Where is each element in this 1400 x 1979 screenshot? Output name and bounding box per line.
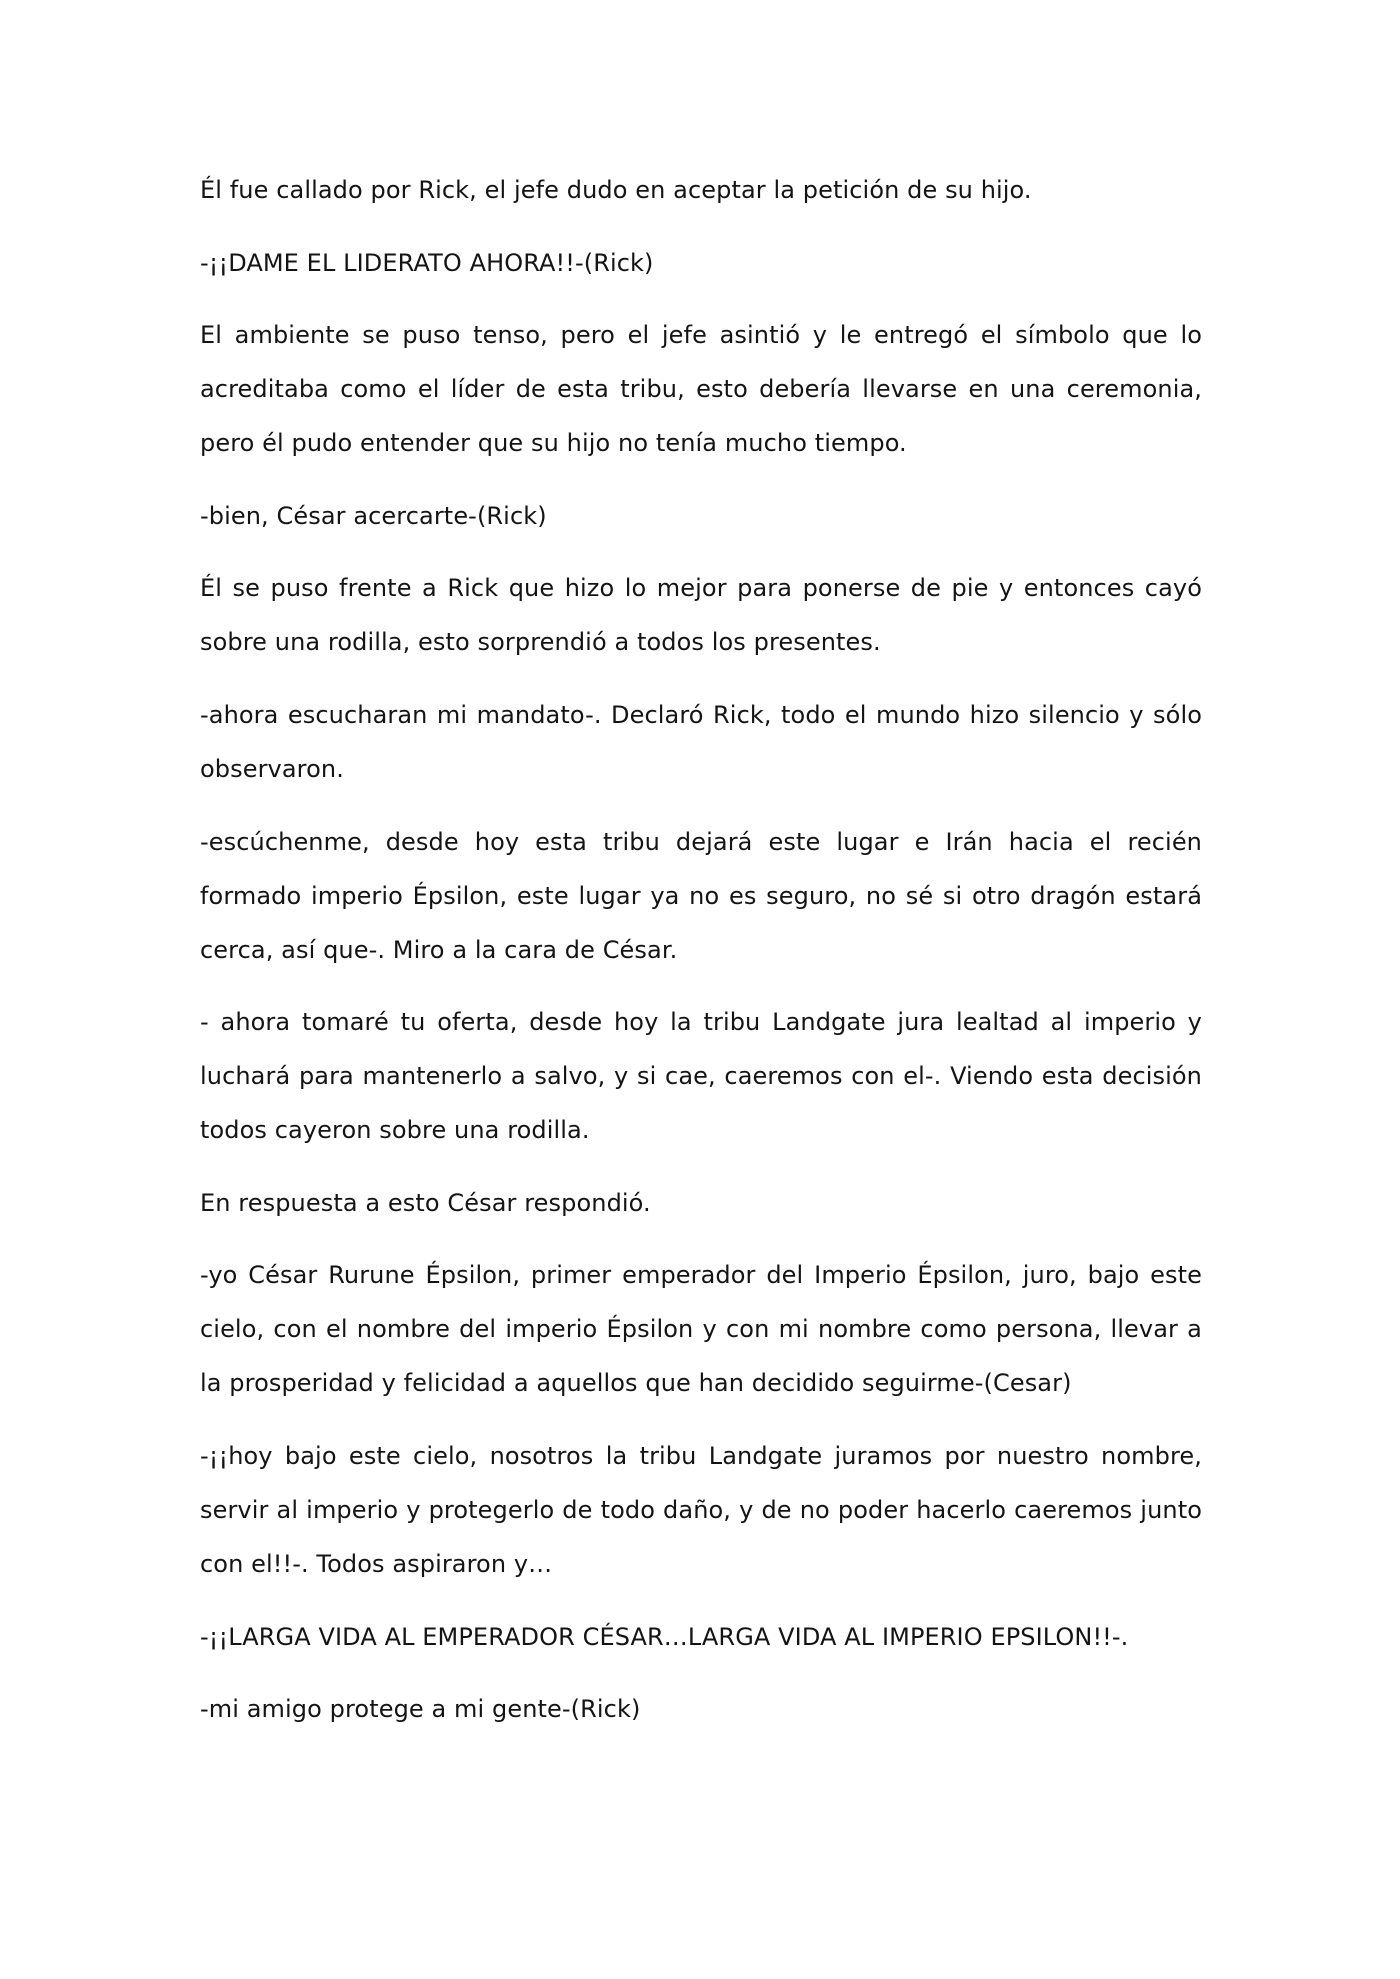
document-body: [200, 163, 1202, 1755]
paragraph-13: -mi amigo protege a mi gente-(Rick): [200, 1695, 641, 1724]
paragraph-8: - ahora tomaré tu oferta, desde hoy la tribu Landgate jura lealtad al imperio y luchará para mantenerlo a salvo, y si cae, caeremos con el-. Viendo esta decisión todos cayeron sobre una rodilla.: [200, 1008, 1202, 1145]
paragraph-9: En respuesta a esto César respondió.: [200, 1188, 651, 1217]
paragraph-12: -¡¡LARGA VIDA AL EMPERADOR CÉSAR…LARGA VIDA AL IMPERIO EPSILON!!-.: [200, 1622, 1129, 1651]
paragraph-1: Él fue callado por Rick, el jefe dudo en aceptar la petición de su hijo.: [200, 176, 1032, 204]
paragraph-11: -¡¡hoy bajo este cielo, nosotros la tribu Landgate juramos por nuestro nombre, servir al imperio y protegerlo de todo daño, y de no poder hacerlo caeremos junto con el!!-. Todos aspiraron y…: [200, 1441, 1202, 1578]
paragraph-4: -bien, César acercarte-(Rick): [200, 501, 547, 530]
paragraph-5: Él se puso frente a Rick que hizo lo mejor para ponerse de pie y entonces cayó sobre una rodilla, esto sorprendió a todos los presentes.: [200, 574, 1202, 657]
paragraph-6: -ahora escucharan mi mandato-. Declaró Rick, todo el mundo hizo silencio y sólo observaron.: [200, 700, 1202, 783]
paragraph-10: -yo César Rurune Épsilon, primer emperador del Imperio Épsilon, juro, bajo este cielo, con el nombre del imperio Épsilon y con mi nombre como persona, llevar a la prosperidad y felicidad a aquellos que han decidido seguirme-(Cesar): [200, 1261, 1202, 1398]
paragraph-7: -escúchenme, desde hoy esta tribu dejará este lugar e Irán hacia el recién formado imperio Épsilon, este lugar ya no es seguro, no sé si otro dragón estará cerca, así que-. Miro a la cara de César.: [200, 827, 1202, 964]
paragraph-2: -¡¡DAME EL LIDERATO AHORA!!-(Rick): [200, 248, 654, 277]
paragraph-3: El ambiente se puso tenso, pero el jefe asintió y le entregó el símbolo que lo acreditaba como el líder de esta tribu, esto debería llevarse en una ceremonia, pero él pudo entender que su hijo no tenía mucho tiempo.: [200, 321, 1202, 458]
